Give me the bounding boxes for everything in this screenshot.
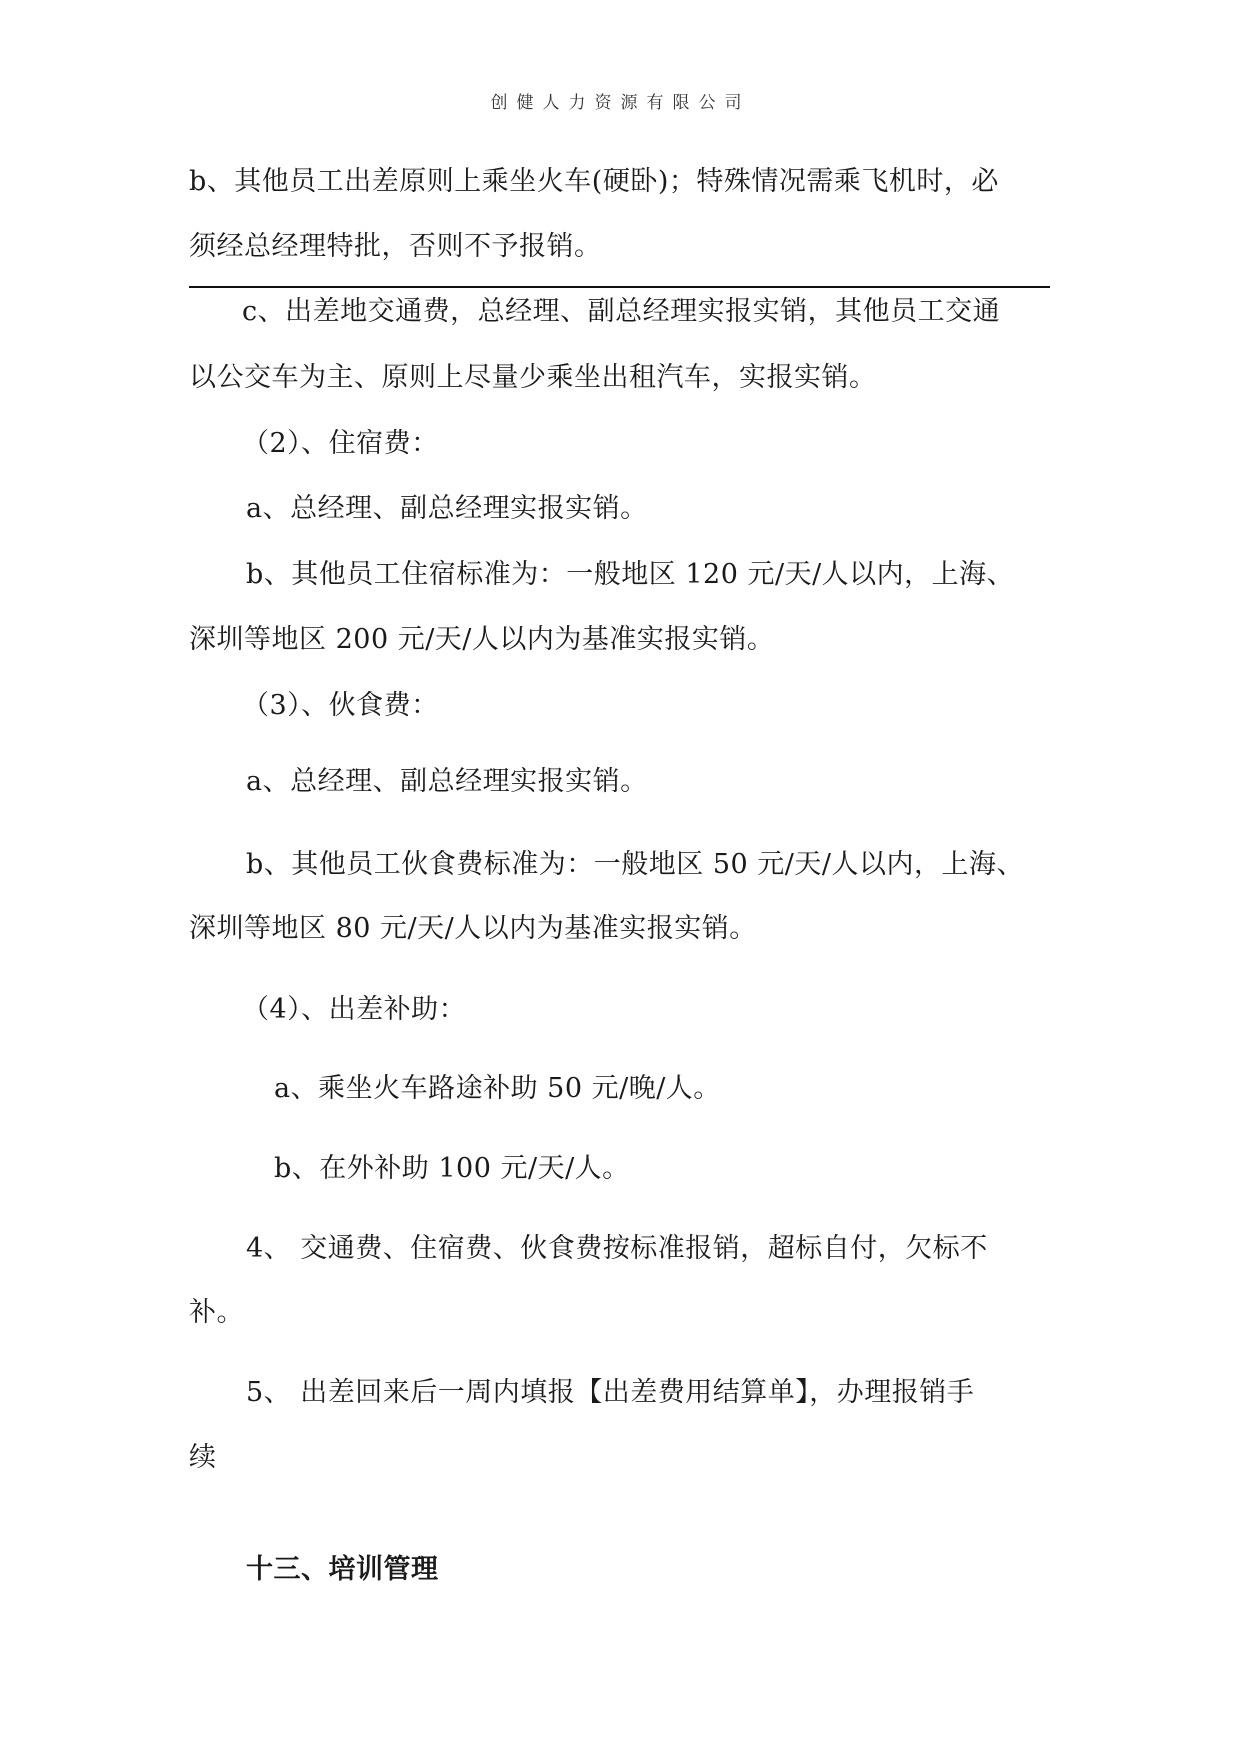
paragraph-line: b、其他员工出差原则上乘坐火车(硬卧)；特殊情况需乘飞机时，必 <box>189 166 999 197</box>
paragraph-line: a、总经理、副总经理实报实销。 <box>246 493 648 524</box>
paragraph-line: 以公交车为主、原则上尽量少乘坐出租汽车，实报实销。 <box>189 362 877 393</box>
paragraph-line: 4、 交通费、住宿费、伙食费按标准报销，超标自付，欠标不 <box>246 1233 988 1264</box>
paragraph-line: 深圳等地区 80 元/天/人以内为基准实报实销。 <box>189 913 757 944</box>
horizontal-rule <box>189 286 1050 288</box>
paragraph-line: a、总经理、副总经理实报实销。 <box>246 766 648 797</box>
page-header: 创健人力资源有限公司 <box>490 93 751 113</box>
paragraph-line: 须经总经理特批，否则不予报销。 <box>189 231 602 262</box>
paragraph-line: 补。 <box>189 1297 244 1328</box>
paragraph-line: b、其他员工住宿标准为：一般地区 120 元/天/人以内，上海、 <box>246 559 1015 590</box>
paragraph-line: 续 <box>189 1442 217 1473</box>
paragraph-line: （4）、出差补助： <box>242 994 467 1025</box>
paragraph-line: b、在外补助 100 元/天/人。 <box>274 1153 630 1184</box>
paragraph-line: （3）、伙食费： <box>242 690 439 721</box>
paragraph-line: c、出差地交通费，总经理、副总经理实报实销，其他员工交通 <box>242 296 1001 327</box>
paragraph-line: 深圳等地区 200 元/天/人以内为基准实报实销。 <box>189 624 775 655</box>
section-heading: 十三、培训管理 <box>246 1554 439 1585</box>
paragraph-line: 5、 出差回来后一周内填报【出差费用结算单】，办理报销手 <box>246 1377 975 1408</box>
paragraph-line: （2）、住宿费： <box>242 428 439 459</box>
paragraph-line: b、其他员工伙食费标准为：一般地区 50 元/天/人以内，上海、 <box>246 849 1024 880</box>
paragraph-line: a、乘坐火车路途补助 50 元/晚/人。 <box>274 1073 721 1104</box>
